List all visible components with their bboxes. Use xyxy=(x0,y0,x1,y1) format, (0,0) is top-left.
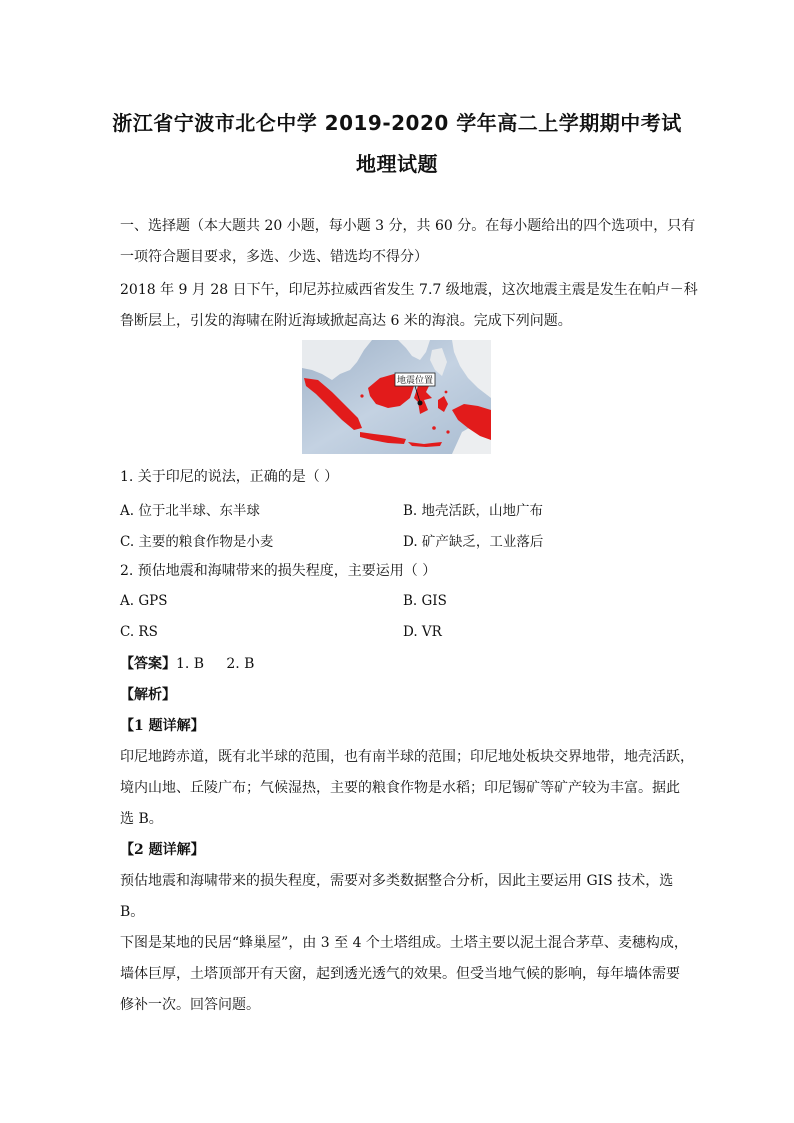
answer-line xyxy=(120,654,254,674)
map-islet-3 xyxy=(360,394,363,397)
detail-1-line-1: 印尼地跨赤道，既有北半球的范围，也有南半球的范围；印尼地处板块交界地带，地壳活跃， xyxy=(120,749,694,765)
detail-1-line-3: 选 B。 xyxy=(120,811,163,827)
question-2-option-d: D. VR xyxy=(403,624,442,640)
question-1-option-c: C. 主要的粮食作物是小麦 xyxy=(120,534,274,550)
detail-2-label: 【2 题详解】 xyxy=(120,842,205,858)
next-passage-line-1: 下图是某地的民居“蜂巢屋”，由 3 至 4 个土塔组成。土塔主要以泥土混合茅草、麦穗构成， xyxy=(120,935,688,951)
next-passage-line-3: 修补一次。回答问题。 xyxy=(120,997,260,1013)
detail-1-line-2: 境内山地、丘陵广布；气候湿热，主要的粮食作物是水稻；印尼锡矿等矿产较为丰富。据此 xyxy=(120,780,680,796)
next-passage-line-2: 墙体巨厚，土塔顶部开有天窗，起到透光透气的效果。但受当地气候的影响，每年墙体需要 xyxy=(120,966,680,982)
question-2-option-b: B. GIS xyxy=(403,593,447,609)
section-instructions-line-1: 一、选择题（本大题共 20 小题，每小题 3 分，共 60 分。在每小题给出的四个选项中，只有 xyxy=(120,218,696,234)
section-instructions-line-2: 一项符合题目要求，多选、少选、错选均不得分） xyxy=(120,249,428,265)
page-title: 浙江省宁波市北仑中学 2019-2020 学年高二上学期期中考试 xyxy=(112,111,682,135)
answer-label: 【答案】 xyxy=(120,656,176,672)
earthquake-marker xyxy=(418,401,423,406)
question-1-stem: 1. 关于印尼的说法，正确的是（ ） xyxy=(120,469,339,485)
detail-2-line-1: 预估地震和海啸带来的损失程度，需要对多类数据整合分析，因此主要运用 GIS 技术，选 xyxy=(120,873,674,889)
question-1-option-d: D. 矿产缺乏，工业落后 xyxy=(403,534,544,550)
question-2-stem: 2. 预估地震和海啸带来的损失程度，主要运用（ ） xyxy=(120,563,437,579)
map-label: 地震位置 xyxy=(396,376,434,386)
map-islet-4 xyxy=(432,426,436,430)
indonesia-earthquake-map xyxy=(302,340,491,454)
intro-text-line-2: 鲁断层上，引发的海啸在附近海域掀起高达 6 米的海浪。完成下列问题。 xyxy=(120,313,572,329)
detail-1-label: 【1 题详解】 xyxy=(120,718,205,734)
map-graphic xyxy=(302,340,491,454)
analysis-label: 【解析】 xyxy=(120,687,176,703)
answer-text: 1. B 2. B xyxy=(176,656,255,672)
question-1-option-a: A. 位于北半球、东半球 xyxy=(120,503,260,519)
map-islet-1 xyxy=(334,402,338,406)
question-1-option-b: B. 地壳活跃，山地广布 xyxy=(403,503,544,519)
map-islet-6 xyxy=(445,391,448,394)
question-2-option-a: A. GPS xyxy=(120,593,168,609)
map-islet-2 xyxy=(346,418,350,422)
map-islet-5 xyxy=(446,430,449,433)
page-subtitle: 地理试题 xyxy=(356,152,438,176)
intro-text-line-1: 2018 年 9 月 28 日下午，印尼苏拉威西省发生 7.7 级地震，这次地震主震是发生在帕卢－科 xyxy=(120,282,698,298)
question-2-option-c: C. RS xyxy=(120,624,158,640)
detail-2-line-2: B。 xyxy=(120,904,145,920)
